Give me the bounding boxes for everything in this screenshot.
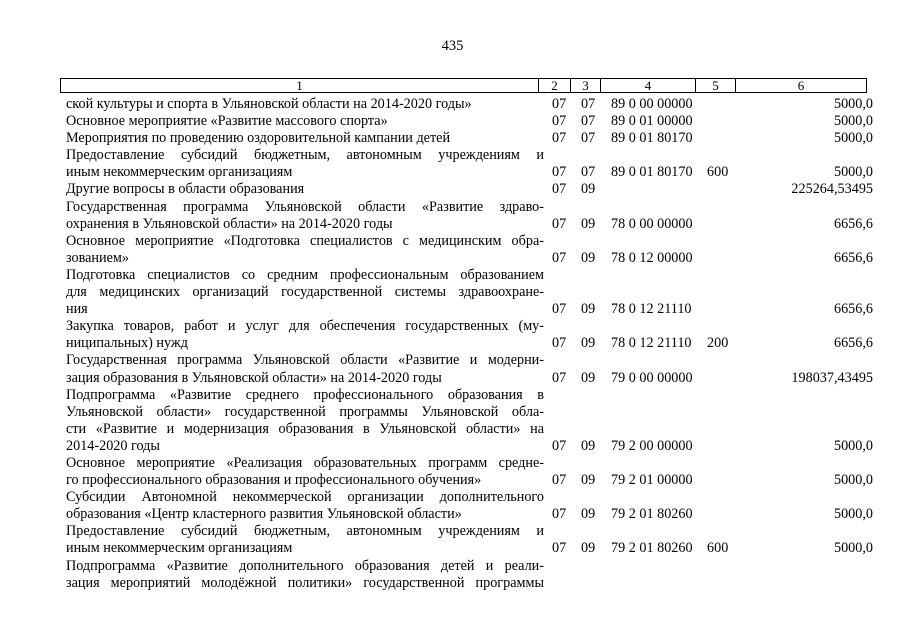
amount: 6656,6 bbox=[833, 301, 873, 318]
description-line: Ульяновской области» государственной программы Ульяновской обла- bbox=[66, 403, 544, 420]
table-row bbox=[0, 267, 905, 318]
section-code: 07 bbox=[552, 164, 567, 181]
subsection-code: 09 bbox=[581, 181, 596, 198]
target-article-code: 89 0 00 00000 bbox=[611, 96, 693, 112]
target-article-code: 89 0 01 80170 bbox=[611, 130, 693, 147]
amount: 6656,6 bbox=[833, 335, 873, 352]
table-row bbox=[0, 387, 905, 455]
table-row bbox=[0, 455, 905, 489]
subsection-code: 09 bbox=[581, 215, 596, 232]
description-line: Подпрограмма «Развитие дополнительного образования детей и реали- bbox=[66, 557, 544, 574]
description-line: ской культуры и спорта в Ульяновской области на 2014-2020 годы» bbox=[66, 96, 472, 112]
description-line: Основное мероприятие «Развитие массового спорта» bbox=[66, 113, 388, 130]
row-description bbox=[66, 489, 544, 523]
description-line: Подпрограмма «Развитие среднего профессионального образования в bbox=[66, 386, 544, 403]
table-body bbox=[0, 96, 905, 592]
subsection-code: 07 bbox=[581, 113, 596, 130]
subsection-code: 09 bbox=[581, 506, 596, 523]
row-description bbox=[66, 318, 544, 352]
table-row bbox=[0, 233, 905, 267]
amount: 5000,0 bbox=[833, 130, 873, 147]
description-line: Предоставление субсидий бюджетным, автономным учреждениям и bbox=[66, 523, 544, 540]
row-description bbox=[66, 96, 544, 113]
section-code: 07 bbox=[552, 215, 567, 232]
description-line: Государственная программа Ульяновской области «Развитие здраво- bbox=[66, 198, 544, 215]
subsection-code: 09 bbox=[581, 437, 596, 454]
row-description bbox=[66, 455, 544, 489]
subsection-code: 09 bbox=[581, 249, 596, 266]
section-code: 07 bbox=[552, 369, 567, 386]
amount: 5000,0 bbox=[833, 540, 873, 557]
description-line: Основное мероприятие «Реализация образовательных программ средне- bbox=[66, 454, 544, 471]
section-code: 07 bbox=[552, 96, 567, 112]
amount: 198037,43495 bbox=[791, 369, 873, 386]
expense-type-code: 200 bbox=[707, 335, 729, 352]
amount: 6656,6 bbox=[833, 249, 873, 266]
table-row bbox=[0, 318, 905, 352]
subsection-code: 09 bbox=[581, 472, 596, 489]
amount: 5000,0 bbox=[833, 472, 873, 489]
row-description bbox=[66, 199, 544, 233]
description-line: сти «Развитие и модернизация образования в Ульяновской области» на bbox=[66, 420, 544, 437]
section-code: 07 bbox=[552, 113, 567, 130]
table-row bbox=[0, 523, 905, 557]
subsection-code: 07 bbox=[581, 130, 596, 147]
description-line: иным некоммерческим организациям bbox=[66, 164, 293, 181]
table-row bbox=[0, 181, 905, 198]
description-line: Подготовка специалистов со средним профессиональным образованием bbox=[66, 266, 544, 283]
section-code: 07 bbox=[552, 506, 567, 523]
section-code: 07 bbox=[552, 540, 567, 557]
row-description bbox=[66, 113, 544, 130]
description-line: Основное мероприятие «Подготовка специалистов с медицинским обра- bbox=[66, 232, 544, 249]
column-header-1: 1 bbox=[61, 79, 539, 92]
table-row bbox=[0, 130, 905, 147]
description-line: Государственная программа Ульяновской области «Развитие и модерни- bbox=[66, 352, 544, 369]
target-article-code: 89 0 01 00000 bbox=[611, 113, 693, 130]
column-header-3: 3 bbox=[571, 79, 601, 92]
subsection-code: 09 bbox=[581, 540, 596, 557]
section-code: 07 bbox=[552, 335, 567, 352]
table-row bbox=[0, 147, 905, 181]
target-article-code: 79 2 01 00000 bbox=[611, 472, 693, 489]
row-description bbox=[66, 130, 544, 147]
description-line: ниципальных) нужд bbox=[66, 335, 188, 352]
description-line: Субсидии Автономной некоммерческой организации дополнительного bbox=[66, 489, 544, 506]
table-row bbox=[0, 96, 905, 113]
amount: 5000,0 bbox=[833, 96, 873, 112]
column-header-6: 6 bbox=[797, 78, 805, 93]
description-line: Предоставление субсидий бюджетным, автономным учреждениям и bbox=[66, 147, 544, 164]
target-article-code: 78 0 12 00000 bbox=[611, 249, 693, 266]
amount: 6656,6 bbox=[833, 215, 873, 232]
amount: 5000,0 bbox=[833, 164, 873, 181]
row-description bbox=[66, 387, 544, 455]
row-description bbox=[66, 523, 544, 557]
table-row bbox=[0, 558, 905, 592]
section-code: 07 bbox=[552, 472, 567, 489]
row-description bbox=[66, 181, 544, 198]
description-line: для медицинских организаций государственной системы здравоохране- bbox=[66, 284, 544, 301]
target-article-code: 79 0 00 00000 bbox=[611, 369, 693, 386]
table-row bbox=[0, 113, 905, 130]
description-line: зация мероприятий молодёжной политики» государственной программы bbox=[66, 574, 544, 591]
subsection-code: 07 bbox=[581, 164, 596, 181]
column-header-4: 4 bbox=[601, 79, 696, 92]
target-article-code: 89 0 01 80170 bbox=[611, 164, 693, 181]
target-article-code: 78 0 00 00000 bbox=[611, 215, 693, 232]
description-line: охранения в Ульяновской области» на 2014-2020 годы bbox=[66, 215, 393, 232]
expense-type-code: 600 bbox=[707, 540, 729, 557]
subsection-code: 09 bbox=[581, 335, 596, 352]
column-header-2: 2 bbox=[539, 79, 571, 92]
amount: 5000,0 bbox=[833, 113, 873, 130]
expense-type-code: 600 bbox=[707, 164, 729, 181]
description-line: зация образования в Ульяновской области» на 2014-2020 годы bbox=[66, 369, 442, 386]
amount: 5000,0 bbox=[833, 506, 873, 523]
row-description bbox=[66, 233, 544, 267]
subsection-code: 09 bbox=[581, 369, 596, 386]
amount: 5000,0 bbox=[833, 437, 873, 454]
page-number: 435 bbox=[441, 38, 464, 54]
description-line: Другие вопросы в области образования bbox=[66, 181, 305, 198]
amount: 225264,53495 bbox=[791, 181, 873, 198]
table-row bbox=[0, 352, 905, 386]
row-description bbox=[66, 352, 544, 386]
row-description bbox=[66, 558, 544, 592]
target-article-code: 78 0 12 21110 bbox=[611, 335, 692, 352]
column-header-5: 5 bbox=[696, 79, 736, 92]
description-line: Мероприятия по проведению оздоровительной кампании детей bbox=[66, 130, 451, 147]
table-row bbox=[0, 199, 905, 233]
description-line: ния bbox=[66, 301, 88, 318]
table-header bbox=[60, 78, 867, 93]
description-line: Закупка товаров, работ и услуг для обеспечения государственных (му- bbox=[66, 318, 544, 335]
description-line: зованием» bbox=[66, 249, 129, 266]
section-code: 07 bbox=[552, 181, 567, 198]
subsection-code: 07 bbox=[581, 96, 596, 112]
section-code: 07 bbox=[552, 249, 567, 266]
target-article-code: 78 0 12 21110 bbox=[611, 301, 692, 318]
target-article-code: 79 2 00 00000 bbox=[611, 437, 693, 454]
target-article-code: 79 2 01 80260 bbox=[611, 540, 693, 557]
description-line: го профессионального образования и профессионального обучения» bbox=[66, 472, 482, 489]
row-description bbox=[66, 267, 544, 318]
section-code: 07 bbox=[552, 130, 567, 147]
description-line: образования «Центр кластерного развития Ульяновской области» bbox=[66, 506, 462, 523]
row-description bbox=[66, 147, 544, 181]
table-row bbox=[0, 489, 905, 523]
subsection-code: 09 bbox=[581, 301, 596, 318]
description-line: 2014-2020 годы bbox=[66, 437, 160, 454]
description-line: иным некоммерческим организациям bbox=[66, 540, 293, 557]
section-code: 07 bbox=[552, 301, 567, 318]
target-article-code: 79 2 01 80260 bbox=[611, 506, 693, 523]
section-code: 07 bbox=[552, 437, 567, 454]
